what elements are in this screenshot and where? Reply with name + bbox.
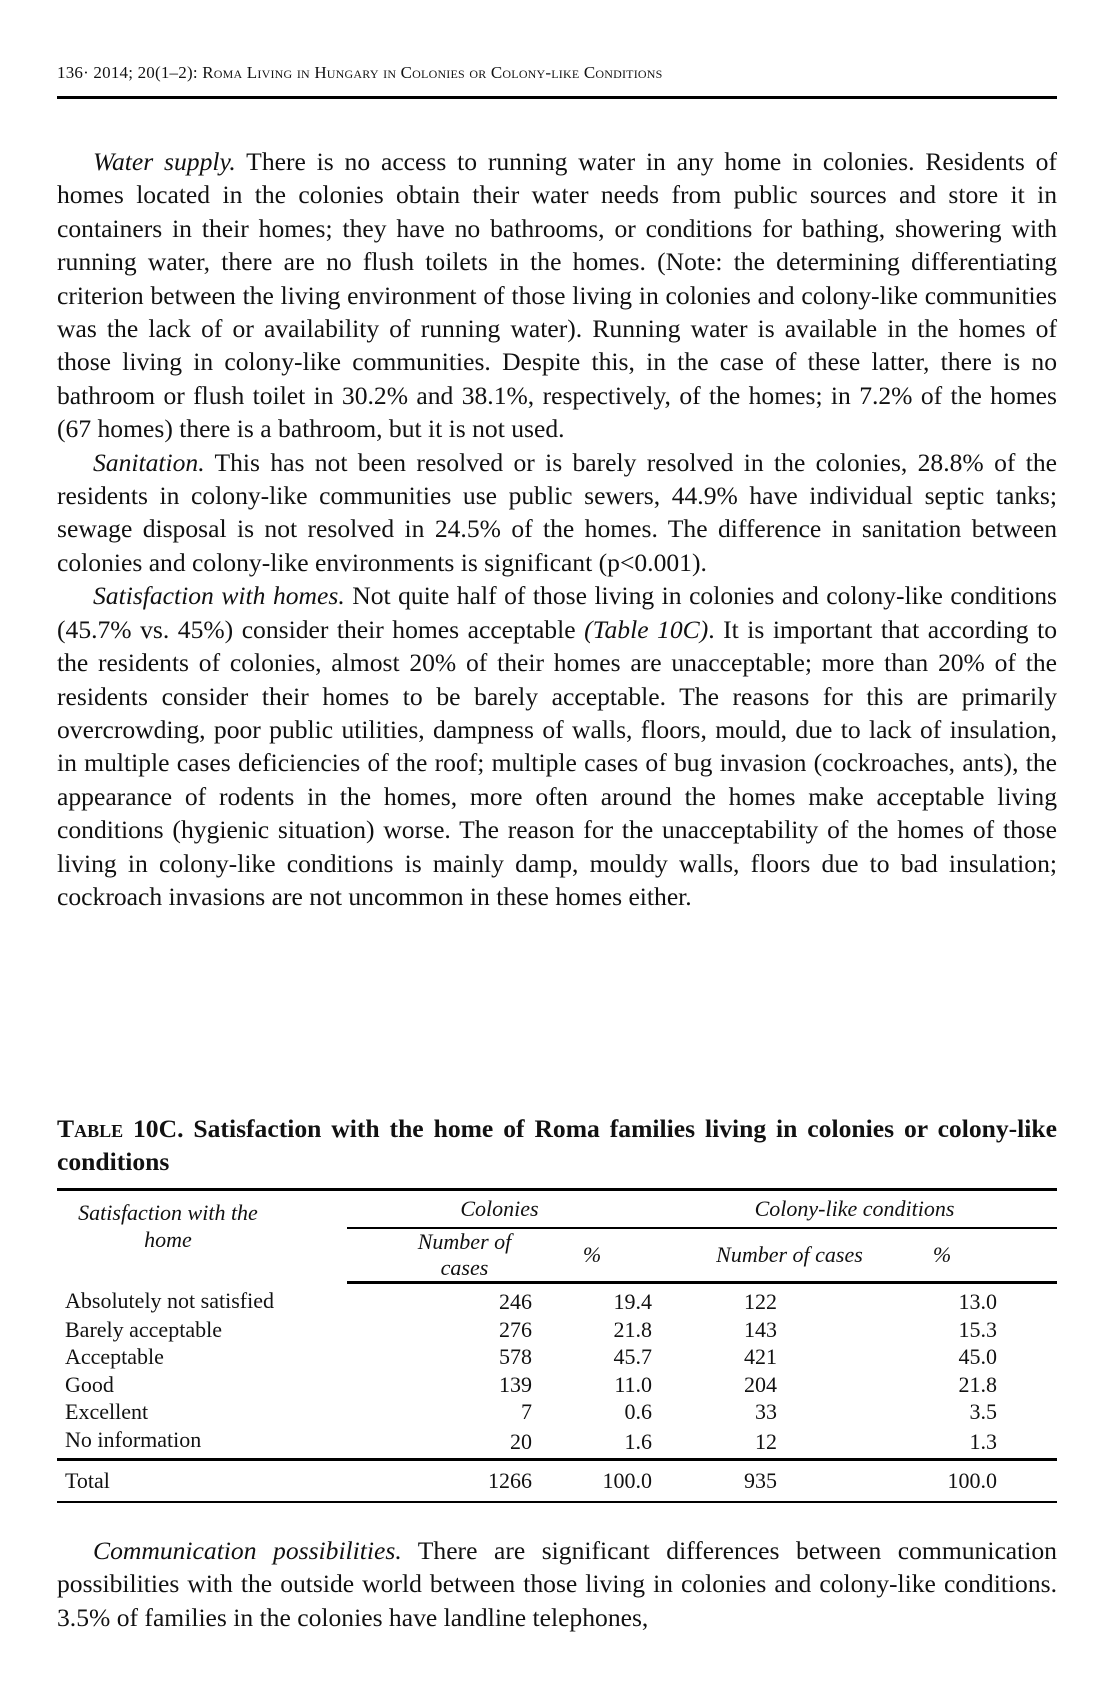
cell-colonies-percent: 0.6 (624, 1399, 652, 1425)
paragraph-heading: Sanitation. (93, 447, 205, 477)
paragraph-text: This has not been resolved or is barely resolved in the colonies, 28.8% of the residents in colony-like communities use public sewers, 44.9% have individual septic tanks; sewage disposal is not resolved in 24.5% of the homes. The difference in sanitation between colonies and colony-like environments is significant (p<0.001). (57, 447, 1057, 577)
paragraph-water-supply (57, 145, 1057, 446)
group-header-colonies: Colonies (347, 1190, 652, 1229)
cell-colony-like-percent: 45.0 (958, 1344, 997, 1370)
col-header-percent: % (532, 1228, 652, 1283)
row-label: Absolutely not satisfied (65, 1288, 274, 1314)
table-row (57, 1371, 1057, 1399)
cell-colony-like-percent: 15.3 (958, 1316, 997, 1342)
paragraph-communication (57, 1534, 1057, 1634)
table-caption (57, 1112, 1057, 1178)
table-row (57, 1343, 1057, 1371)
cell-colony-like-percent: 3.5 (969, 1399, 997, 1425)
cell-colony-like-count: 122 (744, 1289, 777, 1314)
table-total-row (57, 1459, 1057, 1502)
body-text-top (57, 145, 1057, 913)
table-label: Table 10C. (57, 1114, 184, 1143)
cell-colonies-percent: 19.4 (613, 1289, 652, 1314)
paragraph-heading: Water supply. (93, 147, 236, 176)
page-number: 136 (57, 63, 84, 82)
paragraph-sanitation (57, 446, 1057, 580)
article-title: Roma Living in Hungary in Colonies or Colony-like Conditions (202, 63, 663, 82)
table-reference: (Table 10C) (584, 614, 709, 644)
cell-colonies-count: 276 (499, 1316, 532, 1342)
cell-colony-like-count: 204 (744, 1371, 777, 1397)
paragraph-heading: Communication possibilities. (93, 1536, 402, 1565)
row-header: Satisfaction with the home (78, 1200, 258, 1252)
col-header-count: Number of cases (652, 1228, 877, 1283)
paragraph-text: Not quite half of those living in colonies and colony-like conditions (45.7% vs. 45%) consider their homes acceptable (57, 581, 1058, 644)
cell-colony-like-percent: 1.3 (969, 1428, 997, 1454)
paragraph-text: There are significant differences between communication possibilities with the outside world between those living in colonies and colony-like conditions. 3.5% of families in the colonies have landline telephones, (57, 1536, 1057, 1632)
satisfaction-table (57, 1188, 1057, 1503)
paragraph-text: There is no access to running water in any home in colonies. Residents of homes located in the colonies obtain their water needs from public sources and store it in containers in their homes; they have no bathrooms, or conditions for bathing, showering with running water, there are no flush toilets in the homes. (Note: the determining differentiating criterion between the living environment of those living in colonies and colony-like communities was the lack of or availability of running water). Running water is available in the homes of those living in colony-like communities. Despite this, in the case of these latter, there is no bathroom or flush toilet in 30.2% and 38.1%, respectively, of the homes; in 7.2% of the homes (67 homes) there is a bathroom, but it is not used. (57, 147, 1058, 444)
cell-colonies-count: 1266 (347, 1459, 532, 1502)
cell-colonies-count: 20 (510, 1428, 532, 1454)
cell-colonies-count: 578 (499, 1344, 532, 1370)
cell-colony-like-percent: 13.0 (958, 1289, 997, 1314)
cell-colony-like-percent: 100.0 (877, 1459, 1057, 1502)
table-row (57, 1283, 1057, 1316)
cell-colonies-count: 139 (499, 1371, 532, 1397)
col-header-percent: % (877, 1228, 1057, 1283)
table-title: Satisfaction with the home of Roma families living in colonies or colony-like conditions (57, 1114, 1057, 1176)
row-label: No information (65, 1426, 202, 1452)
row-label: Acceptable (65, 1344, 164, 1370)
row-label: Total (57, 1459, 347, 1502)
citation: · 2014; 20(1–2): (83, 63, 203, 82)
cell-colony-like-count: 935 (652, 1459, 877, 1502)
table-row (57, 1426, 1057, 1459)
table-row (57, 1398, 1057, 1426)
paragraph-satisfaction (57, 579, 1057, 913)
paragraph-text: . It is important that according to the residents of colonies, almost 20% of their homes are unacceptable; more than 20% of the residents consider their homes to be barely acceptable. The reasons for this are primarily overcrowding, poor public utilities, dampness of walls, floors, mould, due to lack of insulation, in multiple cases deficiencies of the roof; multiple cases of bug invasion (cockroaches, ants), the appearance of rodents in the homes, more often around the homes make acceptable living conditions (hygienic situation) worse. The reason for the unacceptability of the homes of those living in colony-like conditions is mainly damp, mouldy walls, floors due to bad insulation; cockroach invasions are not uncommon in these homes either. (57, 614, 1057, 911)
table-row (57, 1316, 1057, 1344)
row-label: Excellent (65, 1399, 149, 1425)
cell-colony-like-count: 421 (744, 1344, 777, 1370)
cell-colonies-percent: 1.6 (624, 1428, 652, 1454)
cell-colony-like-count: 33 (755, 1399, 777, 1425)
cell-colonies-percent: 100.0 (532, 1459, 652, 1502)
body-text-bottom (57, 1534, 1057, 1634)
row-label: Barely acceptable (65, 1316, 222, 1342)
cell-colonies-count: 7 (521, 1399, 532, 1425)
cell-colonies-count: 246 (499, 1289, 532, 1314)
header-rule (57, 96, 1057, 99)
cell-colonies-percent: 21.8 (613, 1316, 652, 1342)
cell-colonies-percent: 11.0 (614, 1371, 652, 1397)
running-head (57, 63, 1057, 83)
row-label: Good (65, 1371, 114, 1397)
paragraph-heading: Satisfaction with homes. (93, 581, 345, 611)
group-header-colony-like: Colony-like conditions (652, 1190, 1057, 1229)
cell-colonies-percent: 45.7 (613, 1344, 652, 1370)
cell-colony-like-count: 12 (755, 1428, 777, 1454)
col-header-count: Number of cases (347, 1228, 532, 1283)
cell-colony-like-count: 143 (744, 1316, 777, 1342)
cell-colony-like-percent: 21.8 (958, 1371, 997, 1397)
